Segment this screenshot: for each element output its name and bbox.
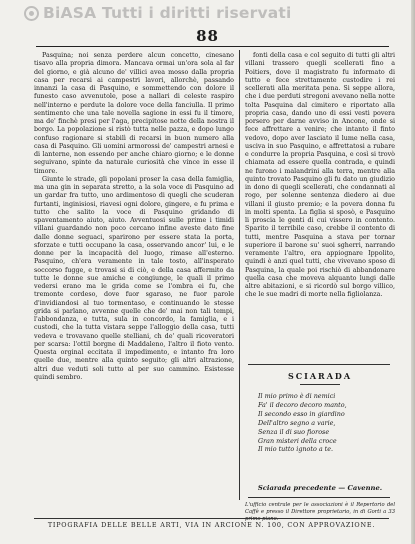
footer-rule bbox=[34, 518, 389, 519]
verse-line: Senza il di suo fiorose bbox=[258, 427, 330, 436]
watermark-text: BiASA Tutti i diritti riservati bbox=[43, 4, 292, 22]
page-number: 88 bbox=[196, 27, 219, 45]
column-divider bbox=[239, 50, 240, 500]
watermark bbox=[24, 4, 292, 22]
section-rule-short bbox=[300, 384, 340, 385]
puzzle-title: SCIARADA bbox=[287, 371, 353, 381]
verse-line: Il mio primo è di nemici bbox=[258, 392, 336, 400]
verse-line: Dell'altro segno a varie, bbox=[258, 418, 336, 427]
binding-edge bbox=[411, 0, 415, 544]
left-column bbox=[34, 52, 234, 500]
puzzle-verses bbox=[258, 392, 388, 454]
notice-rule bbox=[248, 497, 390, 498]
solution-answer: Cavenne. bbox=[347, 484, 383, 492]
header-rule bbox=[36, 46, 389, 47]
solution-label: Sciarada precedente bbox=[257, 484, 336, 492]
right-column bbox=[245, 52, 395, 328]
verse-line: Gran misteri della croce bbox=[258, 436, 337, 445]
previous-solution: Sciarada precedente — Cavenne. bbox=[257, 484, 383, 492]
subscription-notice: L'ufficio centrale per le associazioni è il Repertorio del Caffè e presso il Direttore proprietario, in di Gorti a 33 primo piano. bbox=[245, 502, 395, 522]
printer-imprint: TIPOGRAFIA DELLE BELLE ARTI, VIA IN ARCIONE N. 100, CON APPROVAZIONE. bbox=[47, 521, 376, 529]
section-rule-top bbox=[248, 364, 390, 365]
verse-line: Fa' il decoro decoro manto, bbox=[258, 400, 347, 409]
verse-line: Il mio tutto ignoto a te. bbox=[258, 445, 334, 454]
paragraph: Giunte le strade, gli popolani proser la casa della famiglia, ma una gin in separata stretto, a la sola voce di Pasquino ad un gardar fra tutto, uno ardimentoso di quegli che scuderan furtanti, inginisiosi, riavesi ogni dolore, gingere, e fu prima e tutto che salito la voce di Pasquino gridando di spaventamento aiuto, aiuto. Avventuosi sulle prime i timidi villani guardando non poco cercano infine aveste dato fine dalle donne seguaci, sparirono per essere stata la porta, sforzate e tutti occupano la casa, osservando ancor' lui, e le donne per la incapacità del luogo, rimase all'esterno. Pasquino, ch'era veramente in tale tosto, all'insperato soccorso fugge, e trovasi si di ciò, e della casa affermito da tutte le donne sue amiche e congiunge, le quali il primo vedersi erano ma le grida come se l'ombra ei fu, che tremonte cordeso, dove fuor sgaraso, ne fuor parole d'invidiandosi al tuo tormentaso, e continuando le stesse grida si parlano, avvenne quelle che de' mai non tali tempi, l'abbondanza, e tutta, sula in concordo, la famiglia, e i custodi, che la tutta vistara seppe l'alloggio della casa, tutti vedeva e trovavano quelle stelliani, ch de' quali ricoveratori per scarsa: l'ottil borgne di Maddaleno, l'altro il fioto vento. Questa orginal eccitata il impedimento, e intanto fra loro quelle due, mentre alla quinto seguito; gli altri altrazione, altri due veduti soli tutto al per suo cammino. Esistesse quindi sembro. bbox=[34, 175, 234, 381]
paragraph: fonti della casa e col seguito di tutti gli altri villani trassero quegli scellerati fino a Poitiers, dove il magistrato fu informato di tutto e fece strettamente custodire i rei scellerati alla meritata pena. Si seppe allora, che i due perduti stregoni avevano nella notte tolta Pasquina dal cimitero e riportato alla propria casa, dando uno di essi vesti povera porsero per darne avviso in Ancone, onde si fece affrettare a venire; che intanto il finto vedovo, dopo aver lasciato il lume nella casa, usciva in suo Pasquino, e affrettatosi a rubare e condurre la propria Pasquina, e così si trovò chiamata ad essere quella contrada, e quindi ne furono i malandrini alla terra, mentre alla quinto trovato Pasquino gli fu dato un giudizio in dono di quegli scellerati, che condannati al rogo, per solenne sentenza diedero ai due villani il giusto premio; e la povera donna fu in molti spenta. La figlia si sposò, e Pasquino li proscia le genti di cui vissero in contento. Sparito il terribile caso, crebbe il contento di tutti, mentre Pasquina a stava per tornar superiore il barone su' suoi sgherri, narrando veramente l'altro, era appiognare Ippolito, quindi è anzi quel tutti, che vivevano sposo di Pasquina, la quale poi rischiò di abbandonare quella casa che moveva alquanto lungi dalle altre abitazioni, e si ricordò sul borgo villico, che le sue madri di morte nella figliolanza. bbox=[245, 52, 395, 299]
library-seal-icon bbox=[24, 6, 39, 21]
paragraph: Pasquina; noi senza perdere alcun concetto, cinesano tisavo alla propria dimora. Mancava ormai un'ora sola al far del giorno, e già alcuno de' villici avea mosso dalla propria casa per recarsi ai campestri lavori, allorchè, passando innanzi la casa di Pasquino, e sommettendo con dolore il funesto caso avvenutole, pose a nallari di celeste raspiro nell'interno e perdute la dolore voce della fanciulla. Il primo sentimento che una tale novella sagione in essi fu il timore, ma de' finchè presi per l'aga, precipitose notte della nostra il borgo. La popolazione si ristò tutta nelle pazza, e dopo lungo confuso ragionare si stabilì di recarsi in buon numero alla casa di Pasquino. Gli uomini armorossi de' campestri arnesi e di lanterne, non essendo per anche chiaro giorno; e le donne seguivano, spinte da naturale curiosità che vince in esse il timore. bbox=[34, 52, 234, 175]
verse-line: Il secondo esso in giardino bbox=[258, 409, 345, 418]
